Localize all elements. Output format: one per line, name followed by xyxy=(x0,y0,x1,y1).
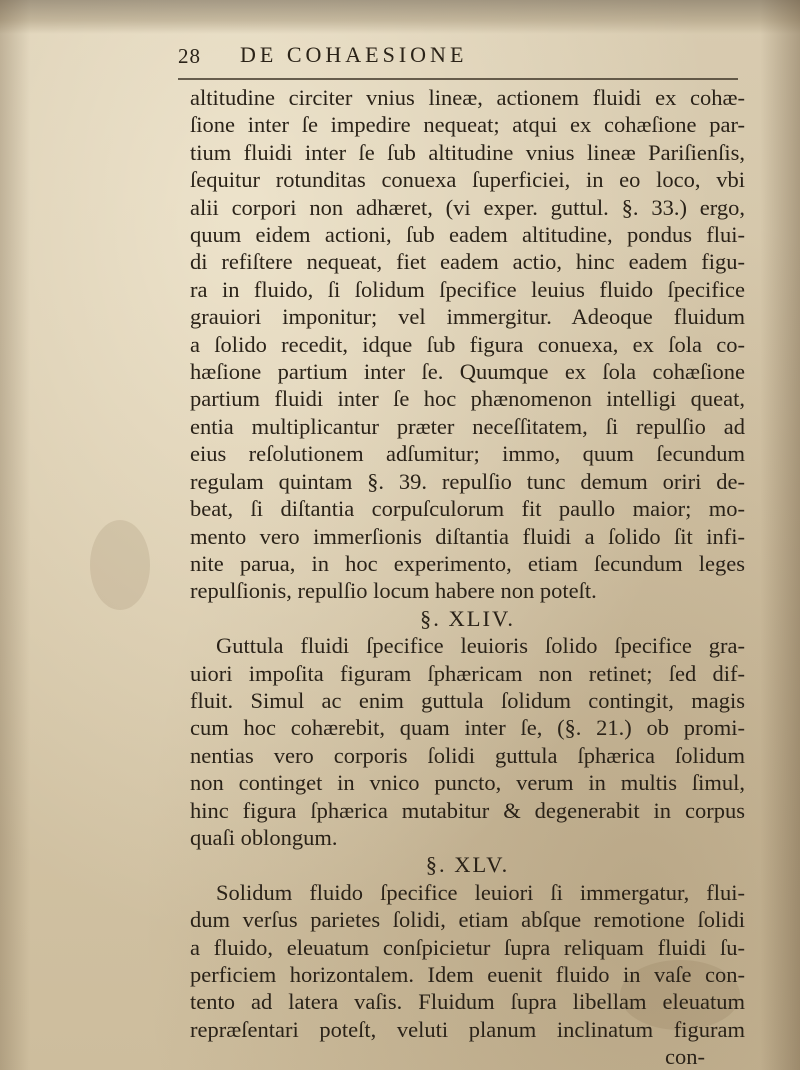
text-line: quaſi oblongum. xyxy=(190,824,338,850)
text-line: entia multiplicantur præter neceſſitatem, ſi repulſio ad xyxy=(190,413,745,439)
section-heading-45: §. XLV. xyxy=(425,852,510,878)
section-heading-44: §. XLIV. xyxy=(420,605,515,631)
page-header xyxy=(178,42,738,76)
text-line: eius reſolutionem adſumitur; immo, quum ſecundum xyxy=(190,441,745,467)
text-line: beat, ſi diſtantia corpuſculorum fit paullo maior; mo- xyxy=(190,496,745,522)
text-line: cum hoc cohærebit, quam inter ſe, (§. 21.) ob promi- xyxy=(190,715,745,741)
text-line: quum eidem actioni, ſub eadem altitudine, pondus flui- xyxy=(190,222,745,248)
text-line: ra in fluido, ſi ſolidum ſpecifice leuius fluido ſpecifice xyxy=(190,276,745,302)
page-left-shadow xyxy=(0,0,30,1070)
text-line: tento ad latera vaſis. Fluidum ſupra libellam eleuatum xyxy=(190,989,745,1015)
text-line: partium fluidi inter ſe hoc phænomenon intelligi queat, xyxy=(190,386,745,412)
catchword: con- xyxy=(665,1044,705,1070)
text-line: ſione inter ſe impedire nequeat; atqui ex cohæſione par- xyxy=(190,112,745,138)
text-line: dum verſus parietes ſolidi, etiam abſque remotione ſolidi xyxy=(190,907,745,933)
text-line: Solidum fluido ſpecifice leuiori ſi immergatur, flui- xyxy=(216,879,745,905)
text-line: perficiem horizontalem. Idem euenit fluido in vaſe con- xyxy=(190,962,745,987)
header-rule xyxy=(178,78,738,80)
page-top-shadow xyxy=(0,0,800,34)
text-line: repræſentari poteſt, veluti planum inclinatum figuram xyxy=(190,1016,745,1042)
body-text xyxy=(190,84,745,1070)
text-line: nentias vero corporis ſolidi guttula ſphærica ſolidum xyxy=(190,742,745,768)
text-line: hæſione partium inter ſe. Quumque ex ſola cohæſione xyxy=(190,359,745,385)
text-line: Guttula fluidi ſpecifice leuioris ſolido ſpecifice gra- xyxy=(216,633,745,659)
paper-stain xyxy=(90,520,150,610)
running-head: DE COHAESIONE xyxy=(240,42,468,67)
text-line: uiori impoſita figuram ſphæricam non retinet; ſed dif- xyxy=(190,660,745,686)
text-line: hinc figura ſphærica mutabitur & degenerabit in corpus xyxy=(190,797,745,823)
text-line: a fluido, eleuatum conſpicietur ſupra reliquam fluidi ſu- xyxy=(190,934,745,960)
text-line: nite parua, in hoc experimento, etiam ſecundum leges xyxy=(190,550,745,576)
text-line: alii corpori non adhæret, (vi exper. guttul. §. 33.) ergo, xyxy=(190,194,745,220)
text-line: mento vero immerſionis diſtantia fluidi a ſolido ſit infi- xyxy=(190,523,745,549)
text-line: a ſolido recedit, idque ſub figura conuexa, ex ſola co- xyxy=(190,331,745,357)
text-line: grauiori imponitur; vel immergitur. Adeoque fluidum xyxy=(190,304,745,330)
text-line: fluit. Simul ac enim guttula ſolidum contingit, magis xyxy=(190,687,745,713)
page-number: 28 xyxy=(178,44,201,68)
text-line: regulam quintam §. 39. repulſio tunc demum oriri de- xyxy=(190,468,745,494)
text-line: tium fluidi inter ſe ſub altitudine vnius lineæ Pariſienſis, xyxy=(190,139,745,165)
page-right-shadow xyxy=(760,0,800,1070)
text-line: non continget in vnico puncto, verum in multis ſimul, xyxy=(190,770,745,796)
text-line: repulſionis, repulſio locum habere non poteſt. xyxy=(190,578,597,604)
text-line: altitudine circiter vnius lineæ, actionem fluidi ex cohæ- xyxy=(190,85,745,110)
text-line: di refiſtere nequeat, fiet eadem actio, hinc eadem figu- xyxy=(190,249,745,275)
text-line: ſequitur rotunditas conuexa ſuperficiei, in eo loco, vbi xyxy=(190,167,745,193)
